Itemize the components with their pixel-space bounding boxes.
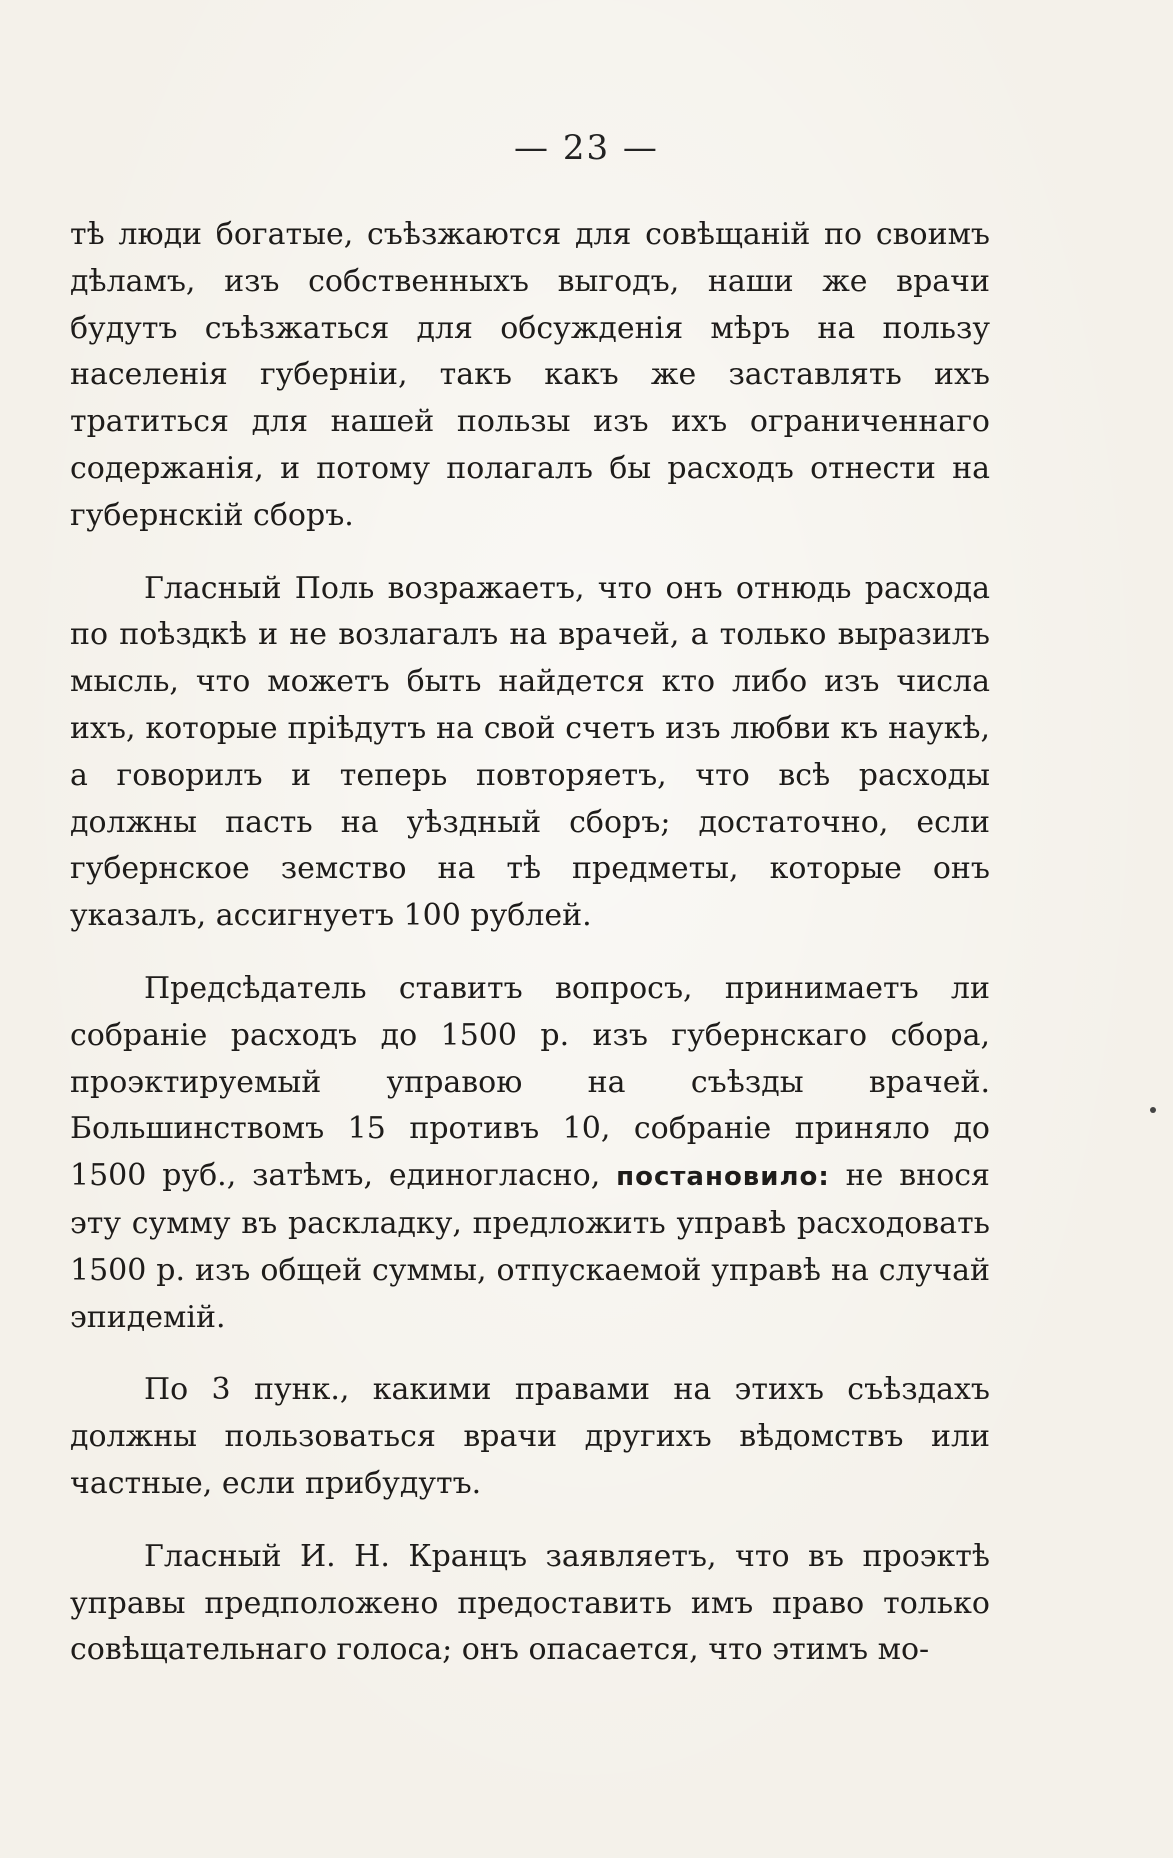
resolution-text-after: не внося эту сумму въ раскладку, предложить управѣ расходовать 1500 р. изъ общей суммы, отпускаемой управѣ на случай эпидемій.: [70, 1158, 990, 1335]
page-number: — 23 —: [514, 128, 659, 168]
resolution-text-before: Предсѣдатель ставитъ вопросъ, принимаетъ ли собраніе расходъ до 1500 р. изъ губернскаго сбора, проэктируемый управою на съѣзды врачей. Большинствомъ 15 противъ 10, собраніе приняло до 1500 руб., затѣмъ, единогласно,: [70, 970, 990, 1194]
resolution-keyword: постановило:: [616, 1162, 830, 1193]
paragraph-point-3: По 3 пунк., какими правами на этихъ съѣздахъ должны пользоваться врачи другихъ вѣдомствъ или частные, если прибудутъ.: [70, 1372, 990, 1501]
paragraph-krantz: Гласный И. Н. Кранцъ заявляетъ, что въ проэктѣ управы предположено предоставить имъ право только совѣщательнаго голоса; онъ опасается, что этимъ мо-: [70, 1538, 990, 1668]
margin-speck: [1150, 1107, 1156, 1113]
body-text: [70, 212, 990, 1700]
paragraph-pol-reply: Гласный Поль возражаетъ, что онъ отнюдь расхода по поѣздкѣ и не возлагалъ на врачей, а только выразилъ мысль, что можетъ быть найдется кто либо изъ числа ихъ, которые пріѣдутъ на свой счетъ изъ любви къ наукѣ, а говорилъ и теперь повторяетъ, что всѣ расходы должны пасть на уѣздный сборъ; достаточно, если губернское земство на тѣ предметы, которые онъ указалъ, ассигнуетъ 100 рублей.: [70, 570, 990, 934]
paragraph-chairman-resolution: [70, 966, 990, 1341]
paragraph-continuation: тѣ люди богатые, съѣзжаются для совѣщаній по своимъ дѣламъ, изъ собственныхъ выгодъ, наши же врачи будутъ съѣзжаться для обсужденія мѣръ на пользу населенія губерніи, такъ какъ же заставлять ихъ тратиться для нашей пользы изъ ихъ ограниченнаго содержанія, и потому полагалъ бы расходъ отнести на губернскій сборъ.: [70, 217, 990, 533]
